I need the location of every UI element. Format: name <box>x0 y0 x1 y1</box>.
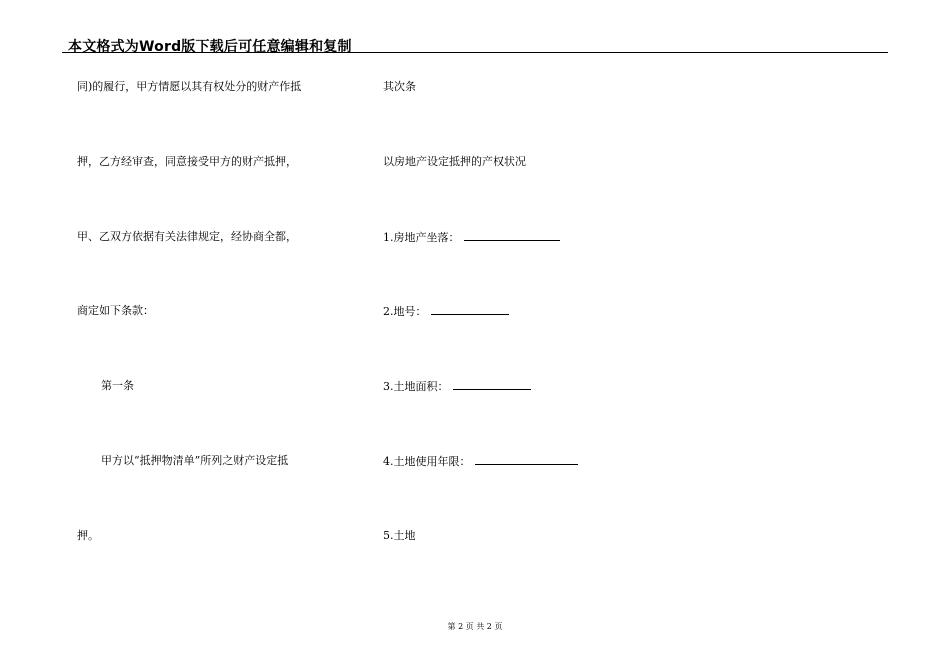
right-line-land-area <box>383 379 531 394</box>
left-line-3: 甲、乙双方依据有关法律规定，经协商全都， <box>77 230 297 243</box>
right-line-location <box>383 230 560 245</box>
land-term-label: 4.土地使用年限： <box>383 455 471 468</box>
right-line-land-term <box>383 454 578 469</box>
document-header-title: 本文格式为Word版下载后可任意编辑和复制 <box>68 39 352 55</box>
right-line-7: 5.土地 <box>383 529 416 542</box>
land-area-label: 3.土地面积： <box>383 380 449 393</box>
right-line-article-2: 其次条 <box>383 80 416 93</box>
land-area-blank-field[interactable] <box>453 379 531 390</box>
left-line-4: 商定如下条款： <box>77 304 154 317</box>
left-line-2: 押，乙方经审查，同意接受甲方的财产抵押， <box>77 155 297 168</box>
right-line-2: 以房地产设定抵押的产权状况 <box>383 155 526 168</box>
lot-number-blank-field[interactable] <box>431 304 509 315</box>
left-line-article-1: 第一条 <box>101 379 134 392</box>
header-divider <box>62 52 888 53</box>
right-line-lot-number <box>383 304 509 319</box>
land-term-blank-field[interactable] <box>475 454 578 465</box>
left-line-1: 同)的履行，甲方情愿以其有权处分的财产作抵 <box>77 80 302 93</box>
location-blank-field[interactable] <box>464 230 560 241</box>
lot-number-label: 2.地号： <box>383 305 427 318</box>
page-number-footer: 第 2 页 共 2 页 <box>447 622 503 631</box>
location-label: 1.房地产坐落： <box>383 231 460 244</box>
left-line-7: 押。 <box>77 529 99 542</box>
left-line-6: 甲方以“抵押物清单”所列之财产设定抵 <box>101 454 289 467</box>
